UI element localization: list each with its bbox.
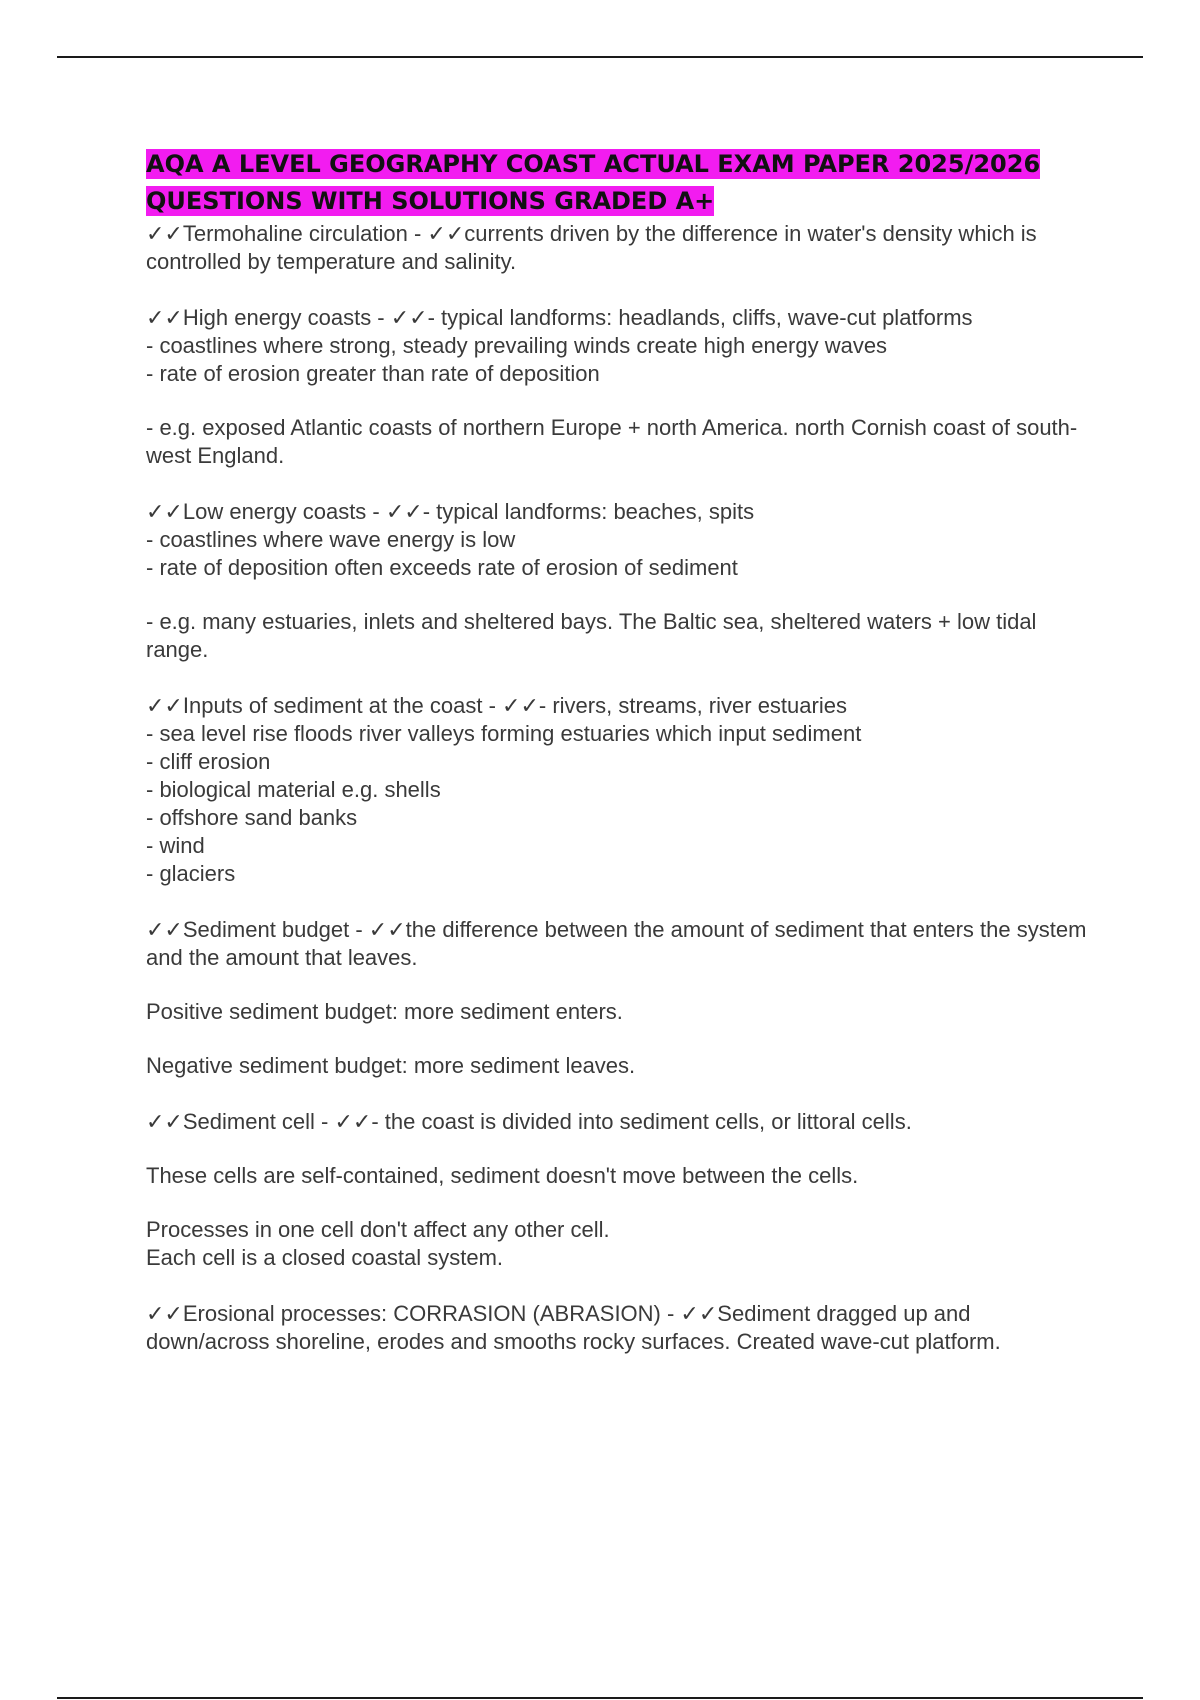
qa-entry [146, 304, 1096, 470]
entry-paragraph: Processes in one cell don't affect any other cell. Each cell is a closed coastal system. [146, 1217, 610, 1270]
entry-answer-line: - sea level rise floods river valleys forming estuaries which input sediment [146, 721, 862, 746]
qa-entry [146, 692, 1096, 888]
entry-paragraph: These cells are self-contained, sediment doesn't move between the cells. [146, 1163, 859, 1188]
entry-paragraph: Positive sediment budget: more sediment enters. [146, 999, 623, 1024]
document-title [146, 146, 1096, 220]
entry-question-line: ✓✓Low energy coasts - ✓✓- typical landforms: beaches, spits [146, 499, 755, 524]
entry-paragraph: Negative sediment budget: more sediment leaves. [146, 1053, 636, 1078]
entry-answer-line: - glaciers [146, 861, 236, 886]
entry-answer-line: - coastlines where wave energy is low [146, 527, 516, 552]
entry-answer-line: - offshore sand banks [146, 805, 358, 830]
qa-entry [146, 1108, 1096, 1272]
entry-answer-line: - cliff erosion [146, 749, 271, 774]
entry-question-line: ✓✓Erosional processes: CORRASION (ABRASION) - ✓✓Sediment dragged up and down/across shoreline, erodes and smooths rocky surfaces. Created wave-cut platform. [146, 1301, 1001, 1354]
top-divider [57, 56, 1143, 58]
entry-question-line: ✓✓Inputs of sediment at the coast - ✓✓- rivers, streams, river estuaries [146, 693, 847, 718]
document-body [146, 146, 1096, 1356]
qa-entry [146, 498, 1096, 664]
entry-answer-line: - rate of erosion greater than rate of deposition [146, 361, 600, 386]
entry-question-line: ✓✓Sediment cell - ✓✓- the coast is divided into sediment cells, or littoral cells. [146, 1109, 912, 1134]
entry-answer-line: - rate of deposition often exceeds rate of erosion of sediment [146, 555, 738, 580]
entry-answer-line: - biological material e.g. shells [146, 777, 441, 802]
entry-paragraph: - e.g. many estuaries, inlets and sheltered bays. The Baltic sea, sheltered waters + low tidal range. [146, 609, 1043, 662]
entry-question-line: ✓✓Termohaline circulation - ✓✓currents driven by the difference in water's density which is controlled by temperature and salinity. [146, 221, 1043, 274]
entry-answer-line: - coastlines where strong, steady prevailing winds create high energy waves [146, 333, 888, 358]
qa-entry [146, 916, 1096, 1080]
qa-entry [146, 220, 1096, 276]
entry-answer-line: - wind [146, 833, 205, 858]
entry-question-line: ✓✓High energy coasts - ✓✓- typical landforms: headlands, cliffs, wave-cut platforms [146, 305, 973, 330]
qa-entry [146, 1300, 1096, 1356]
qa-entries [146, 220, 1096, 1356]
bottom-divider [57, 1697, 1143, 1699]
title-highlight: AQA A LEVEL GEOGRAPHY COAST ACTUAL EXAM PAPER 2025/2026 QUESTIONS WITH SOLUTIONS GRADED A+ [146, 150, 1041, 215]
entry-question-line: ✓✓Sediment budget - ✓✓the difference between the amount of sediment that enters the system and the amount that leaves. [146, 917, 1093, 970]
entry-paragraph: - e.g. exposed Atlantic coasts of northern Europe + north America. north Cornish coast of south-west England. [146, 415, 1078, 468]
